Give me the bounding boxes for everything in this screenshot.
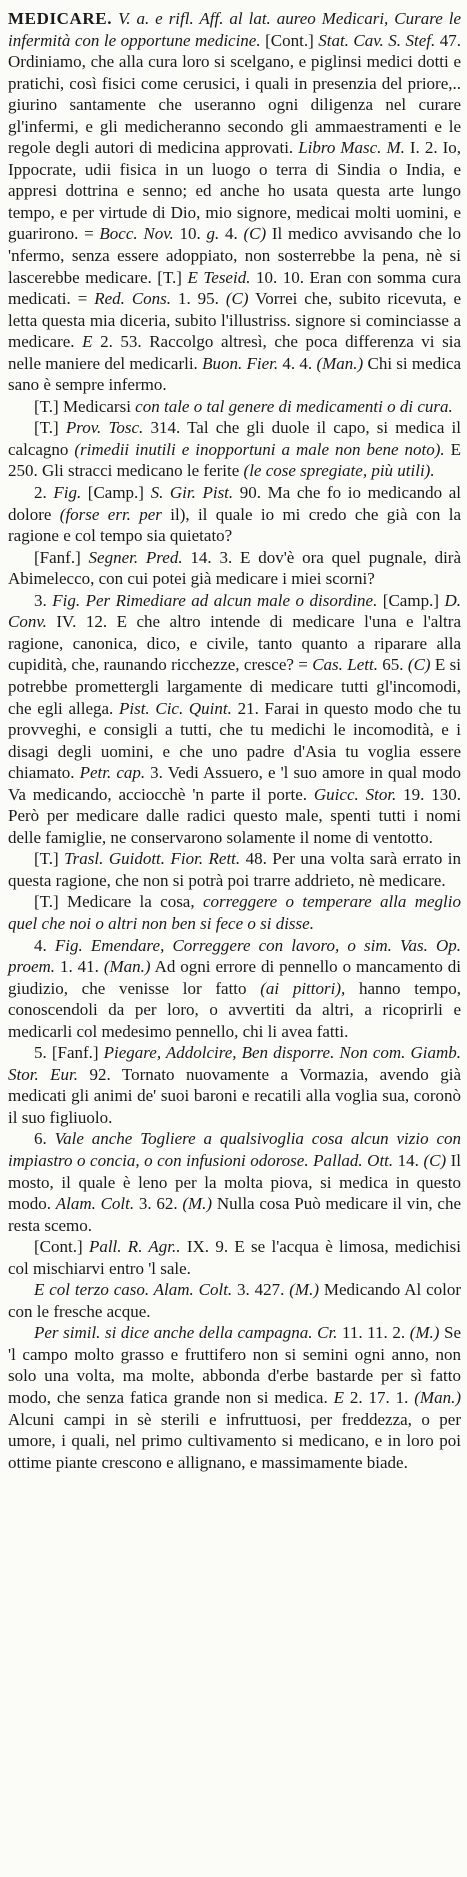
italic-text-segment: Fig. Emendare, Correggere con lavoro, o sim. Vas. Op. proem. (8, 935, 462, 977)
text-segment: 4. (219, 224, 244, 244)
italic-text-segment: E col terzo caso. Alam. Colt. (34, 1280, 233, 1300)
sense-paragraph (8, 1279, 461, 1322)
text-segment: Chi si medica sano è sempre infermo. (8, 353, 462, 395)
sense-paragraph (8, 417, 461, 482)
italic-text-segment: E (333, 1388, 344, 1407)
text-segment: 1. 95. (171, 289, 226, 309)
italic-text-segment: Vale anche Togliere a qualsivoglia cosa alcun vizio con impiastro o concia, o con infusioni odorose. Pallad. Ott. (8, 1129, 461, 1170)
sense-paragraph (8, 1236, 461, 1279)
text-segment: 92. Tornato nuovamente a Vormazia, avendo già medicati gli animi de' suoi baroni e recatili alla voglia sua, coronò il suo figliuolo. (8, 1064, 461, 1127)
text-segment: [Cont.] (260, 30, 319, 50)
italic-text-segment: (M.) (182, 1194, 213, 1214)
italic-text-segment: E (82, 332, 93, 352)
text-segment: IX. 9. E se l'acqua è limosa, medichisi col mischiarvi entro 'l sale. (8, 1237, 461, 1278)
text-segment: 3. (34, 590, 53, 610)
definition-paragraph (8, 8, 461, 396)
text-segment: 1. 41. (55, 957, 104, 977)
italic-text-segment: Piegare, Addolcire, Ben disporre. Non com. Giamb. Stor. Eur. (8, 1043, 461, 1084)
text-segment: 3. 427. (232, 1280, 290, 1300)
text-segment: 2. (34, 483, 54, 503)
text-segment: Vorrei che, subito ricevuta, e letta questa mia diceria, subito l'illustriss. signore si cominciasse a medicare. (8, 289, 462, 352)
text-segment: IV. 12. E che altro intende di medicare l'una e l'altra ragione, canonica, dico, e civile, tanto quanto a riparare alla cupidità, che, raunando ricchezze, cresce? = (8, 612, 461, 675)
text-segment: Se 'l campo molto grasso e fruttifero non si semini ogni anno, non solo una volta, ma molte, abbonda d'erbe bastarde per sì fatto modo, che senza fatica grande non si medica. (8, 1323, 461, 1407)
text-segment: 5. [Fanf.] (34, 1043, 104, 1063)
text-segment: [T.] (34, 418, 66, 438)
text-segment: 19. 130. Però per medicare dalle radici questo male, spenti tutti i nomi delle famiglie, ne conservarono solamente il nome di ventotto. (8, 784, 462, 847)
text-segment: 10. (173, 224, 207, 244)
text-segment: [Camp.] (81, 483, 151, 503)
italic-text-segment: E Teseid. (187, 267, 251, 287)
sense-paragraph (8, 848, 461, 891)
italic-text-segment: (C) (243, 224, 267, 244)
italic-text-segment: Pist. Cic. Quint. (118, 698, 232, 718)
text-segment: 4. (34, 935, 55, 955)
headword: MEDICARE. (8, 9, 113, 28)
text-segment: 14. 3. E dov'è ora quel pugnale, dirà Abimelecco, con cui potei già medicare i miei scorni? (8, 547, 461, 589)
italic-text-segment: Red. Cons. (94, 289, 172, 309)
sense-paragraph (8, 935, 461, 1043)
text-segment: 2. 17. 1. (343, 1388, 415, 1407)
italic-text-segment: Per simil. si dice anche della campagna. Cr. (34, 1323, 338, 1343)
italic-text-segment: Libro Masc. M. (298, 138, 405, 158)
text-segment: 10. 10. Eran con somma cura medicati. = (8, 267, 461, 309)
text-segment: 4. 4. (278, 353, 317, 373)
italic-text-segment: (ai pittori), (260, 978, 346, 998)
italic-text-segment: (C) (225, 289, 249, 309)
italic-text-segment: S. Gir. Pist. (150, 483, 234, 503)
sense-paragraph (8, 482, 461, 547)
text-segment: 314. Tal che gli duole il capo, si medica il calcagno (8, 418, 462, 459)
text-segment: 3. 62. (134, 1194, 183, 1214)
italic-text-segment: Bocc. Nov. (99, 224, 174, 244)
italic-text-segment: Prov. Tosc. (65, 418, 144, 438)
italic-text-segment: Fig. (53, 483, 82, 503)
text-segment: [Camp.] (377, 590, 445, 610)
text-segment: Ad ogni errore di pennello o mancamento di giudizio, che venisse lor fatto (8, 957, 461, 998)
text-segment: 90. Ma che fo io medicando al dolore (8, 483, 462, 524)
sense-paragraph (8, 590, 461, 849)
italic-text-segment: (Man.) (316, 353, 364, 373)
text-segment: 11. 11. 2. (337, 1323, 410, 1343)
italic-text-segment: Segner. Pred. (88, 547, 183, 567)
italic-text-segment: (C) (423, 1150, 447, 1170)
italic-text-segment: Pall. R. Agr.. (88, 1237, 181, 1257)
entry-body (8, 8, 461, 1473)
italic-text-segment: (rimedii inutili e inopportuni a male non bene noto). (74, 439, 445, 459)
sense-paragraph (8, 547, 461, 590)
italic-text-segment: correggere o temperare alla meglio quel che noi o altri non ben si fece o si disse. (8, 892, 461, 933)
text-segment: E si potrebbe promettergli largamente di medicare tutti gl'incomodi, che egli allega. (8, 655, 461, 718)
italic-text-segment: Petr. cap. (79, 763, 146, 783)
italic-text-segment: Fig. Per Rimediare ad alcun male o disordine. (52, 590, 378, 610)
text-segment: il), il quale io mi credo che già con la ragione e col tempo sia quietato? (8, 504, 461, 546)
sense-paragraph (8, 1128, 461, 1236)
text-segment: [T.] Medicare la cosa, (34, 892, 203, 912)
italic-text-segment: (le cose spregiate, più utili). (243, 461, 435, 481)
text-segment: 6. (34, 1129, 55, 1149)
italic-text-segment: Alam. Colt. (55, 1194, 135, 1214)
italic-text-segment: (Man.) (414, 1388, 461, 1407)
text-segment: [T.] Medicarsi (34, 396, 136, 416)
italic-text-segment: con tale o tal genere di medicamenti o di cura. (135, 396, 453, 416)
italic-text-segment: (Man.) (103, 957, 151, 977)
text-segment: [Cont.] (34, 1237, 89, 1257)
text-segment: 2. 53. Raccolgo altresì, che poca differenza vi sia nelle maniere del medicarli. (8, 332, 461, 373)
text-segment: 65. (377, 655, 408, 675)
italic-text-segment: Cas. Lett. (312, 655, 378, 675)
italic-text-segment: V. a. e rifl. Aff. al lat. aureo Medicari, Curare le infermità con le opportune medicine. (8, 9, 461, 50)
italic-text-segment: (M.) (409, 1323, 440, 1343)
text-segment: Medicando Al color con le fresche acque. (8, 1280, 462, 1321)
italic-text-segment: Trasl. Guidott. Fior. Rett. (64, 849, 241, 869)
italic-text-segment: g. (206, 224, 220, 244)
italic-text-segment: Stat. Cav. S. Stef. (318, 30, 436, 50)
sense-paragraph (8, 1042, 461, 1128)
text-segment: Il mosto, il quale è leno per la molta piova, si medica in questo modo. (8, 1150, 461, 1214)
text-segment: 47. Ordiniamo, che alla cura loro si scelgano, e piglinsi medici dotti e pratichi, così fisici come cerusici, i quali in presenzia del priore,.. giurino santamente che useranno ogni diligenza nel curare gl'infermi, e gli medicheranno secondo gli ammaestramenti e le regole degli autori di medicina approvati. (8, 30, 462, 158)
sense-paragraph (8, 891, 461, 934)
text-segment: hanno tempo, conoscendoli da per loro, o avvertiti da altri, a ricoprirli e medicarli col medesimo pennello, chi li avea fatti. (8, 978, 461, 1041)
text-segment: 21. Farai in questo modo che tu provveghi, e consigli a tutti, che tu medichi le incomodità, e i disagi degli uomini, e che uno padre d'Asia tu voglia essere chiamato. (8, 698, 462, 783)
italic-text-segment: Guicc. Stor. (313, 784, 397, 804)
italic-text-segment: D. Conv. (8, 590, 461, 632)
sense-paragraph (8, 1322, 461, 1473)
text-segment: Alcuni campi in sè sterili e infruttuosi, per freddezza, o per umore, i quali, nel primo cultivamento si medicano, e in loro poi ottime piante crescono e allignano, e massimamente biade. (8, 1409, 461, 1472)
italic-text-segment: (forse err. per (59, 504, 162, 524)
text-segment: I. 2. Io, Ippocrate, udii fisica in un luogo o terra di Sindia o India, e appresi dottrina e senno; ed anche ho usata questa arte lungo tempo, e per virtude di Dio, mio signore, medicai molti uomini, e guarirono. = (8, 138, 461, 244)
text-segment: [Fanf.] (34, 547, 89, 567)
text-segment: [T.] (34, 849, 65, 869)
text-segment: 48. Per una volta sarà errato in questa ragione, che non si potrà poi trarre addrieto, nè medicare. (8, 849, 461, 890)
sense-paragraph (8, 396, 461, 418)
text-segment: 14. (393, 1150, 424, 1170)
text-segment: Nulla cosa Può medicare il vin, che resta scemo. (8, 1194, 461, 1235)
text-segment: E 250. Gli stracci medicano le ferite (8, 439, 461, 481)
text-segment: 3. Vedi Assuero, e 'l suo amore in qual modo Va medicando, acciocchè 'n parte il porte. (8, 763, 461, 804)
italic-text-segment: (C) (407, 655, 431, 675)
italic-text-segment: Buon. Fier. (202, 353, 279, 373)
text-segment: Il medico avvisando che lo 'nfermo, senza essere adoppiato, non sosterrebbe la pena, nè si lascerebbe medicare. [T.] (8, 224, 461, 287)
italic-text-segment: (M.) (289, 1280, 319, 1300)
